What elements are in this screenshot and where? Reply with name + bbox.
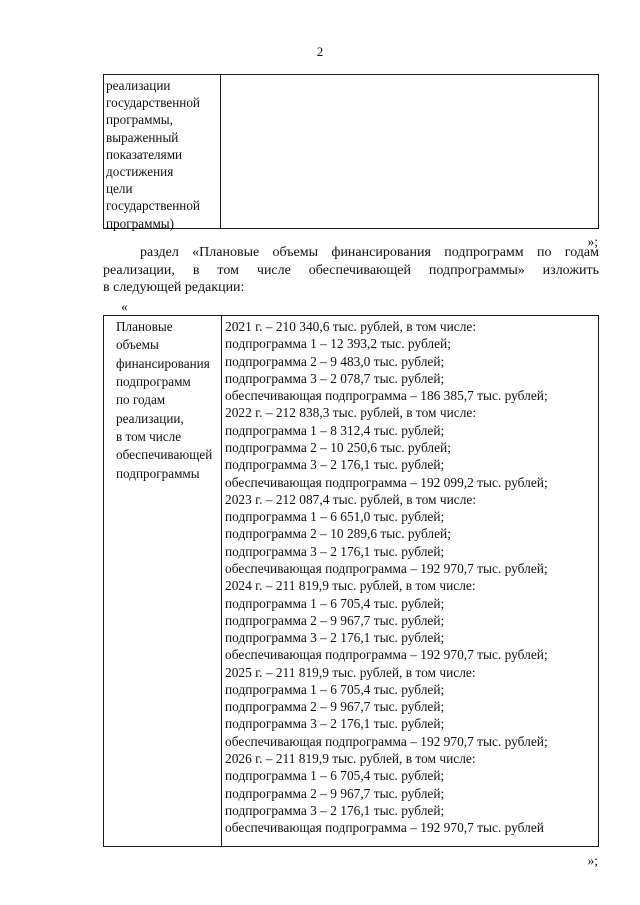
top-table-continuation xyxy=(103,74,599,229)
financing-value-line: подпрограмма 1 – 8 312,4 тыс. рублей; xyxy=(225,422,445,438)
closing-quote-1: »; xyxy=(587,234,598,249)
top-table-line: цели xyxy=(106,181,133,197)
top-table-line: программы) xyxy=(106,215,175,231)
financing-value-line: 2023 г. – 212 087,4 тыс. рублей, в том числе: xyxy=(225,491,477,507)
financing-heading-line: реализации, xyxy=(116,410,184,426)
top-table-right-cell xyxy=(221,75,598,228)
financing-value-line: подпрограмма 2 – 9 967,7 тыс. рублей; xyxy=(225,785,445,801)
financing-value-line: подпрограмма 1 – 6 705,4 тыс. рублей; xyxy=(225,681,445,697)
top-table-line: выраженный xyxy=(106,129,179,145)
financing-value-line: подпрограмма 2 – 9 483,0 тыс. рублей; xyxy=(225,353,445,369)
top-table-line: показателями xyxy=(106,146,183,162)
financing-heading-line: по годам xyxy=(116,392,166,408)
paragraph-line-3: в следующей редакции: xyxy=(103,280,245,295)
financing-value-line: подпрограмма 3 – 2 176,1 тыс. рублей; xyxy=(225,543,445,559)
financing-value-line: 2024 г. – 211 819,9 тыс. рублей, в том числе: xyxy=(225,578,476,594)
financing-value-line: 2026 г. – 211 819,9 тыс. рублей, в том числе: xyxy=(225,751,476,767)
financing-value-line: обеспечивающая подпрограмма – 192 099,2 тыс. рублей; xyxy=(225,474,548,490)
financing-value-line: подпрограмма 2 – 10 289,6 тыс. рублей; xyxy=(225,526,451,542)
financing-value-line: подпрограмма 3 – 2 176,1 тыс. рублей; xyxy=(225,457,445,473)
top-table-line: государственной xyxy=(106,95,200,111)
financing-value-line: обеспечивающая подпрограмма – 186 385,7 тыс. рублей; xyxy=(225,388,548,404)
financing-value-line: 2021 г. – 210 340,6 тыс. рублей, в том числе: xyxy=(225,319,477,334)
financing-value-line: подпрограмма 3 – 2 176,1 тыс. рублей; xyxy=(225,716,445,732)
financing-heading-line: финансирования xyxy=(116,355,210,371)
page-number: 2 xyxy=(316,44,324,59)
financing-value-line: обеспечивающая подпрограмма – 192 970,7 тыс. рублей; xyxy=(225,733,548,749)
financing-heading-line: подпрограммы xyxy=(116,465,200,481)
financing-heading-line: объемы xyxy=(116,337,159,353)
closing-quote-2: »; xyxy=(587,853,598,868)
financing-value-line: подпрограмма 2 – 9 967,7 тыс. рублей; xyxy=(225,699,445,715)
financing-value-line: подпрограмма 1 – 6 705,4 тыс. рублей; xyxy=(225,595,445,611)
top-table-line: государственной xyxy=(106,198,200,214)
amendment-paragraph xyxy=(103,244,599,297)
financing-heading-line: Плановые xyxy=(116,319,173,334)
financing-value-line: подпрограмма 3 – 2 176,1 тыс. рублей; xyxy=(225,802,445,818)
financing-heading-line: обеспечивающей xyxy=(116,447,213,463)
financing-table-values-cell xyxy=(222,316,598,846)
financing-value-line: подпрограмма 1 – 6 705,4 тыс. рублей; xyxy=(225,768,445,784)
financing-value-line: подпрограмма 1 – 6 651,0 тыс. рублей; xyxy=(225,509,445,525)
financing-value-line: 2025 г. – 211 819,9 тыс. рублей, в том числе: xyxy=(225,664,476,680)
financing-value-line: подпрограмма 1 – 12 393,2 тыс. рублей; xyxy=(225,336,451,352)
top-table-left-cell xyxy=(104,75,221,231)
opening-quote: « xyxy=(121,299,128,314)
financing-value-line: обеспечивающая подпрограмма – 192 970,7 тыс. рублей; xyxy=(225,560,548,576)
financing-value-line: обеспечивающая подпрограмма – 192 970,7 тыс. рублей xyxy=(225,820,544,836)
top-table-line: достижения xyxy=(106,164,174,180)
financing-heading-line: в том числе xyxy=(116,429,182,445)
financing-value-line: 2022 г. – 212 838,3 тыс. рублей, в том числе: xyxy=(225,405,477,421)
financing-value-line: подпрограмма 2 – 10 250,6 тыс. рублей; xyxy=(225,439,451,455)
financing-value-line: обеспечивающая подпрограмма – 192 970,7 тыс. рублей; xyxy=(225,647,548,663)
top-table-line: программы, xyxy=(106,112,173,128)
financing-heading-line: подпрограмм xyxy=(116,374,191,390)
paragraph-line-2: реализации, в том числе обеспечивающей подпрограммы» изложить xyxy=(103,262,599,278)
financing-table xyxy=(103,315,599,847)
financing-table-heading-cell xyxy=(104,316,222,846)
financing-value-line: подпрограмма 3 – 2 078,7 тыс. рублей; xyxy=(225,370,445,386)
financing-value-line: подпрограмма 2 – 9 967,7 тыс. рублей; xyxy=(225,612,445,628)
paragraph-line-1: раздел «Плановые объемы финансирования подпрограмм по годам xyxy=(140,245,599,260)
financing-value-line: подпрограмма 3 – 2 176,1 тыс. рублей; xyxy=(225,630,445,646)
top-table-line: реализации xyxy=(106,78,171,93)
